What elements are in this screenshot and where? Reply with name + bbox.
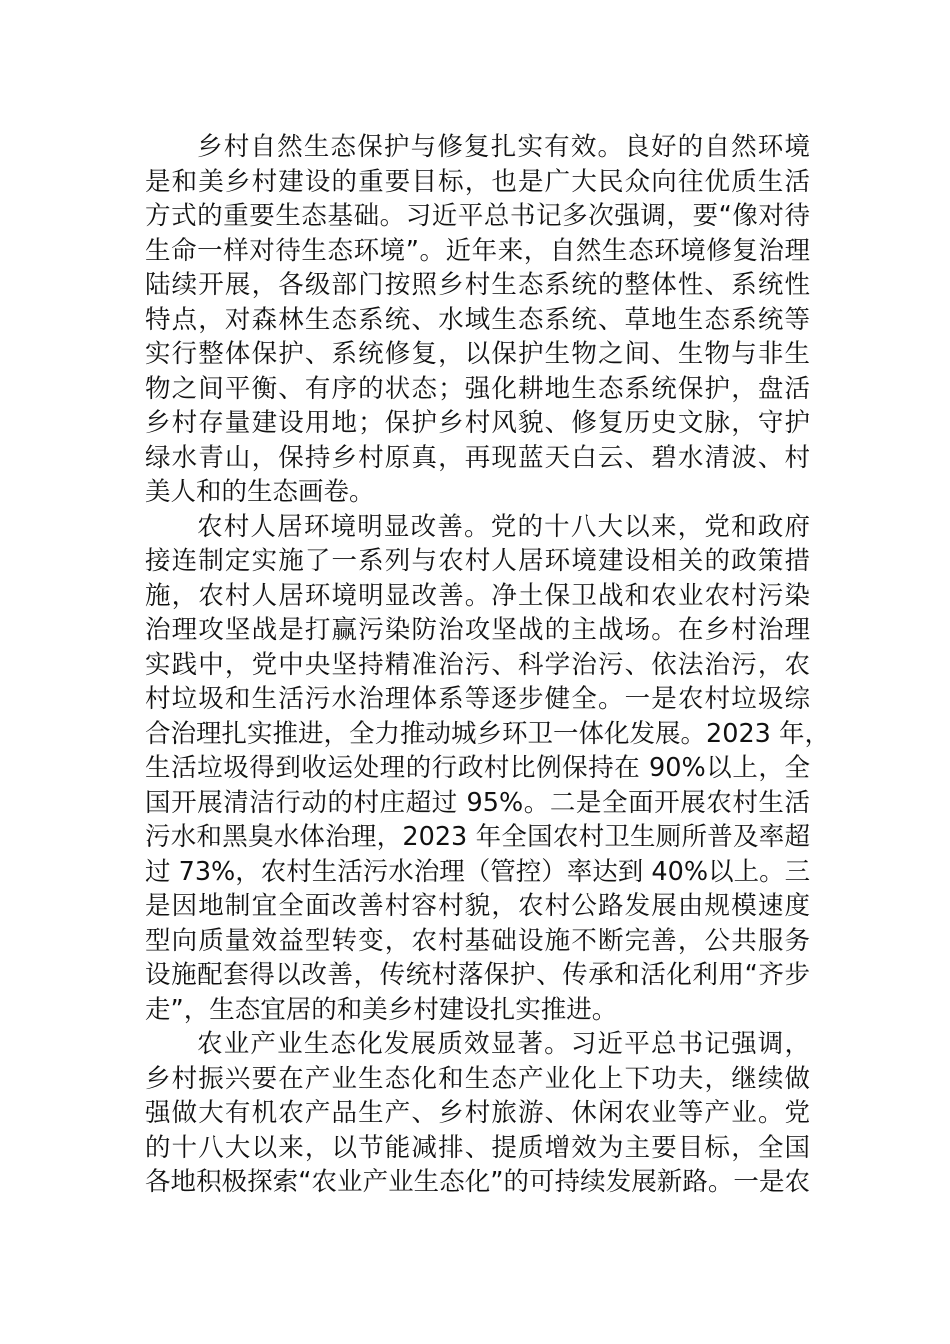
text-line: 走”，生态宜居的和美乡村建设扎实推进。 [145,994,618,1025]
text-line: 实行整体保护、系统修复，以保护生物之间、生物与非生 [145,339,810,369]
text-line: 乡村自然生态保护与修复扎实有效。良好的自然环境 [197,132,810,162]
text-line: 是和美乡村建设的重要目标，也是广大民众向往优质生活 [145,166,810,197]
paragraph-ecology [145,130,810,510]
text-line: 特点，对森林生态系统、水域生态系统、草地生态系统等 [145,304,810,335]
text-line: 是因地制宜全面改善村容村貌，农村公路发展由规模速度 [145,891,810,921]
text-line: 绿水青山，保持乡村原真，再现蓝天白云、碧水清波、村 [145,442,810,473]
text-line: 物之间平衡、有序的状态；强化耕地生态系统保护，盘活 [145,373,810,404]
text-line: 设施配套得以改善，传统村落保护、传承和活化利用“齐步 [145,960,810,990]
text-line: 美人和的生态画卷。 [145,477,375,507]
text-line: 强做大有机农产品生产、乡村旅游、休闲农业等产业。党 [145,1098,810,1128]
text-line: 合治理扎实推进，全力推动城乡环卫一体化发展。2023 年， [145,718,831,749]
document-body [145,130,831,1200]
text-line: 施，农村人居环境明显改善。净土保卫战和农业农村污染 [145,580,810,611]
text-line: 型向质量效益型转变，农村基础设施不断完善，公共服务 [145,925,810,956]
text-line: 农业产业生态化发展质效显著。习近平总书记强调， [197,1029,810,1059]
text-line: 生命一样对待生态环境”。近年来，自然生态环境修复治理 [145,235,810,266]
text-line: 治理攻坚战是打赢污染防治攻坚战的主战场。在乡村治理 [145,615,810,645]
text-line: 的十八大以来，以节能减排、提质增效为主要目标，全国 [145,1132,810,1163]
text-line: 污水和黑臭水体治理，2023 年全国农村卫生厕所普及率超 [145,822,810,852]
text-line: 村垃圾和生活污水治理体系等逐步健全。一是农村垃圾综 [145,684,810,714]
text-line: 乡村振兴要在产业生态化和生态产业化上下功夫，继续做 [145,1063,810,1094]
text-line: 过 73%，农村生活污水治理（管控）率达到 40%以上。三 [145,856,811,887]
text-line: 各地积极探索“农业产业生态化”的可持续发展新路。一是农 [145,1167,810,1197]
text-line: 接连制定实施了一系列与农村人居环境建设相关的政策措 [145,546,810,576]
text-line: 农村人居环境明显改善。党的十八大以来，党和政府 [197,511,810,542]
text-line: 实践中，党中央坚持精准治污、科学治污、依法治污，农 [145,649,810,680]
text-line: 方式的重要生态基础。习近平总书记多次强调，要“像对待 [145,201,810,231]
text-line: 陆续开展，各级部门按照乡村生态系统的整体性、系统性 [145,270,810,300]
text-line: 乡村存量建设用地；保护乡村风貌、修复历史文脉，守护 [145,408,810,438]
text-line: 生活垃圾得到收运处理的行政村比例保持在 90%以上，全 [145,753,810,783]
paragraph-agriculture [145,1027,810,1200]
paragraph-living-environment [145,510,831,1028]
text-line: 国开展清洁行动的村庄超过 95%。二是全面开展农村生活 [145,787,810,818]
